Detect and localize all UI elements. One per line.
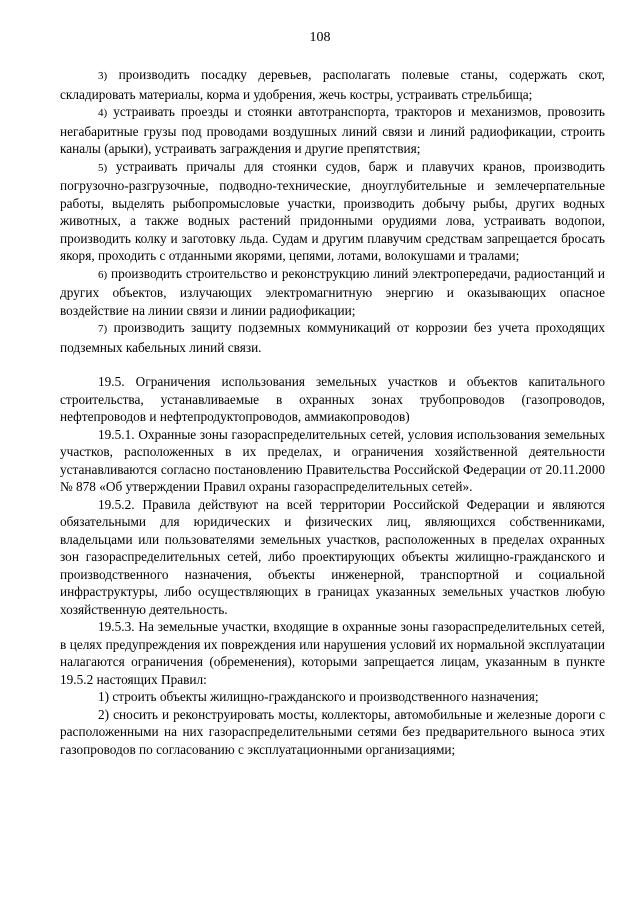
- item-text: устраивать проезды и стоянки автотранспорта, тракторов и механизмов, провозить негабаритные грузы под проводами воздушных линий связи и линий радиофикации, строить каналы (арыки), устраивать заграждения и другие препятствия;: [60, 104, 606, 156]
- document-body: [60, 66, 605, 758]
- item-number: 7): [98, 323, 108, 335]
- list-item: 2) сносить и реконструировать мосты, коллекторы, автомобильные и железные дороги с расположенными на них газораспределительными сетями без предварительного выноса этих газопроводов по согласованию с эксплуатационными организациями;: [60, 706, 605, 757]
- list-item: [60, 66, 605, 103]
- item-text: производить посадку деревьев, располагать полевые станы, содержать скот, складировать материалы, корма и удобрения, жечь костры, устраивать стрельбища;: [60, 67, 606, 102]
- item-text: устраивать причалы для стоянки судов, барж и плавучих кранов, производить погрузочно-разгрузочные, подводно-технические, дноуглубительные и землечерпательные работы, выделять рыбопромысловые участки, производить добычу рыбы, других водных животных, а также водных растений придонными орудиями лова, устраивать водопои, производить колку и заготовку льда. Судам и другим плавучим средствам запрещается бросать якоря, проходить с отданными якорями, цепями, лотами, волокушами и тралами;: [60, 158, 605, 263]
- list-item: [60, 158, 605, 265]
- item-number: 4): [98, 107, 108, 119]
- paragraph: 19.5.1. Охранные зоны газораспределительных сетей, условия использования земельных участков, расположенных в их пределах, и ограничения хозяйственной деятельности устанавливаются согласно постановлению Правительства Российской Федерации от 20.11.2000 № 878 «Об утверждении Правил охраны газораспределительных сетей».: [60, 426, 605, 494]
- item-number: 6): [98, 268, 108, 281]
- paragraph: 19.5.3. На земельные участки, входящие в охранные зоны газораспределительных сетей, в целях предупреждения их повреждения или нарушения условий их нормальной эксплуатации налагаются ограничения (обременения), которыми запрещается лицам, указанным в пункте 19.5.2 настоящих Правил:: [60, 619, 605, 687]
- item-number: 3): [98, 70, 108, 82]
- list-item: [60, 319, 605, 356]
- paragraph: 19.5.2. Правила действуют на всей территории Российской Федерации и являются обязательными для юридических и физических лиц, являющихся собственниками, владельцами или пользователями земельных участков, расположенных в пределах охранных зон газораспределительных сетей, либо проектирующих объекты жилищно-гражданского и производственного назначения, объекты инженерной, транспортной и социальной инфраструктуры, либо осуществляющих в границах указанных земельных участков любую хозяйственную деятельность.: [60, 496, 605, 617]
- item-text: производить защиту подземных коммуникаций от коррозии без учета проходящих подземных кабельных линий связи.: [60, 320, 606, 355]
- section-heading: 19.5. Ограничения использования земельных участков и объектов капитального строительства, устанавливаемые в охранных зонах трубопроводов (газопроводов, нефтепроводов и нефтепродуктопроводов, аммиакопроводов): [60, 374, 605, 424]
- page-number: 108: [309, 30, 331, 45]
- section-spacer: [60, 356, 605, 373]
- item-number: 5): [98, 161, 108, 174]
- list-item: 1) строить объекты жилищно-гражданского и производственного назначения;: [98, 689, 539, 704]
- item-text: производить строительство и реконструкцию линий электропередачи, радиостанций и других объектов, излучающих электромагнитную энергию и оказывающих опасное воздействие на линии связи и линии радиофикации;: [60, 265, 605, 318]
- list-item: [60, 265, 605, 320]
- list-item: [60, 103, 605, 158]
